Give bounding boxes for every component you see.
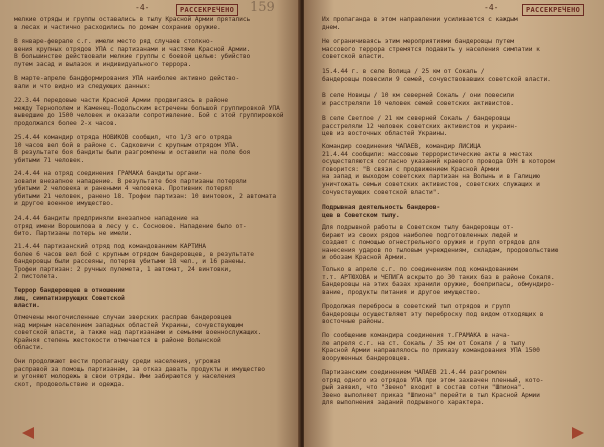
next-page-arrow-icon[interactable] <box>572 427 584 439</box>
paragraph: В селе Новицы / 10 км северней Сокаль / они повесили и расстреляли 10 человек семей советских активистов. <box>322 92 514 107</box>
page-number: -4- <box>484 3 499 12</box>
paragraph: По сообщению командира соединения т.ГРАМАКА в нача- ле апреля с.г. на ст. Сокаль / 35 км от Сокаля / в тылу Красной Армии направлялось по приказу командования УПА 1500 вооруженных бандеровцев. <box>322 332 540 362</box>
paragraph: 15.4.44 г. в селе Волица / 25 км от Сокаль / бандеровцы повесили 9 семей, сочувствовавших советской власти. <box>322 68 551 83</box>
paragraph: Партизанским соединением ЧАПАЕВ 21.4.44 разгромлен отряд одного из отрядов УПА при этом захвачен пленный, кото- рый заявил, что "Звено" входит в состав сотни "Шпиона". Звено выполняет приказ "Шпиона" перейти в тыл Красной Армии для выполнения заданий подрывного характера. <box>322 369 544 407</box>
paragraph: Для подрывной работы в Советском тылу бандеровцы от- бирают из своих рядов наиболее подготовленных людей и создают с помощью огнестрельного оружия и групп отрядов для нанесения ударов по тыловым учреждениям, складам, продовольствию и обозам Красной Армии. <box>322 224 559 262</box>
paragraph: 22.3.44 передовые части Красной Армии продвигаясь в районе между Тернополем и Каменец-Подольским встречены большой группировкой УПА выведшие до 1500 человек и оказали сопротивление. Бой с этой группировкой продолжался более 2-х часов. <box>14 97 284 127</box>
paragraph: В марте-апреле бандформирования УПА наиболее активно действо- вали и что видно из следующих данных: <box>14 75 240 90</box>
handwritten-page-number: 159 <box>250 0 275 15</box>
previous-page-arrow-icon[interactable] <box>22 427 34 439</box>
paragraph: В январе-феврале с.г. имели место ряд случаев столкно- вения крупных отрядов УПА с партизанами и частями Красной Армии. В большинстве действовали мелкие группы с боевой целью: убийство путем засад и вылазок и индивидуального террора. <box>14 38 251 68</box>
page-number: -4- <box>135 3 150 12</box>
paragraph: Их пропаганда в этом направлении усиливается с каждым днем. <box>322 16 518 31</box>
section-heading: Подрывная деятельность бандеров- цев в Советском тылу. <box>322 204 441 219</box>
declassified-stamp: РАССЕКРЕЧЕНО <box>176 4 238 16</box>
section-heading: Террор бандеровцев в отношении лиц, симпатизирующих Советской власти. <box>14 287 125 310</box>
paragraph: Командир соединения ЧАПАЕВ, командир ЛИСИЦА 21.4.44 сообщили: массовые террористические акты в местах осуществляются согласно указаний краевого провода ОУН в котором говорится: "В связи с продвижением Красной Армии на запад и выходом советских партизан на Волынь и в Галицию уничтожать семьи советских активистов, советских служащих и сочувствующих советской власти". <box>322 143 555 196</box>
declassified-stamp: РАССЕКРЕЧЕНО <box>522 4 584 16</box>
paragraph: 24.4.44 на отряд соединения ГРАМАКА бандиты органи- зовали внезапное нападение. В результате боя партизаны потеряли убитыми 2 человека и ранеными 4 человека. Противник потерял убитыми 21 человек, ранено 18. Трофеи партизан: 10 винтовок, 2 автомата и другое военное имущество. <box>14 170 277 208</box>
paragraph: мелкие отряды и группы оставались в тылу Красной Армии прятались в лесах и частично расходились по домам сохранив оружие. <box>14 16 251 31</box>
paragraph: 24.4.44 бандиты предприняли внезапное нападение на отряд имени Ворошилова в лесу у с. Сосновое. Нападение было от- бито. Партизаны потерь не имели. <box>14 215 247 238</box>
right-page <box>304 0 604 447</box>
paragraph: Они продолжают вести пропаганду среди населения, угрожая расправой за помощь партизанам, за отказ давать продукты и имущество и угоняют молодежь в свои отряды. Ими забираются у населения скот, продовольствие и одежда. <box>14 358 265 388</box>
paragraph: Отмечены многочисленные случаи зверских расправ бандеровцев над мирным населением западных областей Украины, сочувствующим советской власти, а также над партизанами и семьями военнослужащих. Крайняя степень жестокости отмечается в районе Волынской области. <box>14 314 262 352</box>
paragraph: В селе Светлое / 21 км северней Сокаль / бандеровцы расстреляли 12 человек советских активистов и украин- цев из восточных областей Украины. <box>322 115 518 138</box>
paragraph: 25.4.44 командир отряда НОВИКОВ сообщил, что 1/3 его отряда 10 часов вел бой в районе с. Садковичи с крупным отрядом УПА. В результате боя бандиты были разгромлены и оставили на поле боя убитыми 71 человек. <box>14 134 251 164</box>
paragraph: Только в апреле с.г. по соединениям под командованием т.т. АРТЮХОВА и ЧЕПИГА вскрыто до 30 таких баз в районе Сокаля. Бандеровцы на этих базах хранили оружие, боеприпасы, обмундиро- вание, продукты питания и другое имущество. <box>322 266 555 296</box>
paragraph: Не ограничиваясь этим мероприятиями бандеровцы путем массового террора стремятся подавить у населения симпатии к советской власти. <box>322 38 540 61</box>
paragraph: Продолжая перебросы в советский тыл отрядов и групп бандеровцы осуществляют эту переброску под видом отходящих в восточные районы. <box>322 303 544 326</box>
left-page <box>0 0 300 447</box>
paragraph: 21.4.44 партизанский отряд под командованием КАРТИНА более 6 часов вел бой с крупным отрядом бандеровцев, в результате бандеровцы были рассеяны, потеряв убитыми 18 чел., и 16 ранены. Трофеи партизан: 2 ручных пулемета, 1 автомат, 24 винтовки, 2 пистолета. <box>14 243 254 281</box>
